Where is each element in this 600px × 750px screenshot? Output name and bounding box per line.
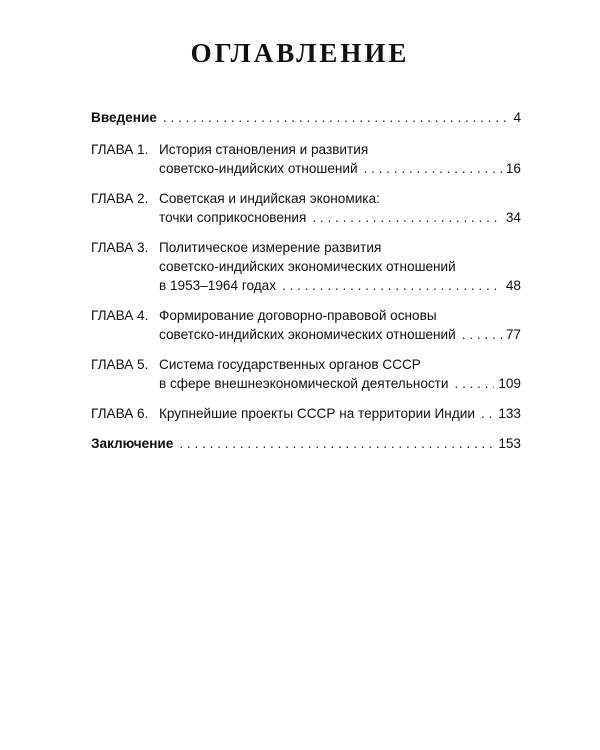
toc-entry-chapter-2[interactable] bbox=[91, 189, 521, 227]
toc-entry-chapter-4[interactable] bbox=[91, 306, 521, 344]
toc-page-number: 16 bbox=[505, 161, 521, 176]
page-title: ОГЛАВЛЕНИЕ bbox=[190, 38, 410, 68]
toc-entry-chapter-1[interactable] bbox=[91, 140, 521, 178]
chapter-label: ГЛАВА 1. bbox=[91, 142, 149, 157]
chapter-label: ГЛАВА 6. bbox=[91, 406, 149, 421]
chapter-title-line: в сфере внешнеэкономической деятельности bbox=[159, 376, 449, 391]
chapter-title-line: Система государственных органов СССР bbox=[159, 357, 421, 372]
toc-page-number: 77 bbox=[505, 327, 521, 342]
chapter-title-line: Политическое измерение развития bbox=[159, 240, 382, 255]
chapter-title-line: Советская и индийская экономика: bbox=[159, 191, 380, 206]
chapter-title-line: История становления и развития bbox=[159, 142, 369, 157]
toc-entry-chapter-6[interactable] bbox=[91, 404, 521, 423]
dot-leader bbox=[312, 208, 502, 227]
chapter-title-line: в 1953–1964 годах bbox=[159, 278, 277, 293]
toc-page-number: 34 bbox=[505, 210, 521, 225]
toc-page-number: 153 bbox=[498, 436, 521, 451]
chapter-title-line: Формирование договорно-правовой основы bbox=[159, 308, 437, 323]
table-of-contents bbox=[91, 108, 521, 464]
toc-page-number: 48 bbox=[505, 278, 521, 293]
chapter-label: ГЛАВА 3. bbox=[91, 240, 149, 255]
toc-entry-chapter-5[interactable] bbox=[91, 355, 521, 393]
chapter-label: ГЛАВА 4. bbox=[91, 308, 149, 323]
toc-entry-chapter-3[interactable] bbox=[91, 238, 521, 295]
dot-leader bbox=[179, 434, 494, 453]
chapter-title-line: советско-индийских экономических отношений bbox=[159, 327, 456, 342]
chapter-title-line: советско-индийских отношений bbox=[159, 161, 358, 176]
toc-page-number: 109 bbox=[498, 376, 521, 391]
chapter-title-line: точки соприкосновения bbox=[159, 210, 307, 225]
chapter-title-line: советско-индийских экономических отношений bbox=[159, 259, 456, 274]
dot-leader bbox=[455, 374, 495, 393]
toc-page-number: 133 bbox=[498, 406, 521, 421]
toc-entry-intro[interactable] bbox=[91, 108, 521, 127]
dot-leader bbox=[163, 108, 510, 127]
chapter-label: ГЛАВА 2. bbox=[91, 191, 149, 206]
chapter-title-line: Крупнейшие проекты СССР на территории Индии bbox=[159, 406, 475, 421]
toc-entry-label: Введение bbox=[91, 110, 157, 125]
toc-entry-conclusion[interactable] bbox=[91, 434, 521, 453]
toc-entry-label: Заключение bbox=[91, 436, 174, 451]
toc-page-number: 4 bbox=[513, 110, 521, 125]
dot-leader bbox=[462, 325, 502, 344]
dot-leader bbox=[282, 276, 502, 295]
dot-leader bbox=[481, 404, 494, 423]
dot-leader bbox=[364, 159, 502, 178]
chapter-label: ГЛАВА 5. bbox=[91, 357, 149, 372]
